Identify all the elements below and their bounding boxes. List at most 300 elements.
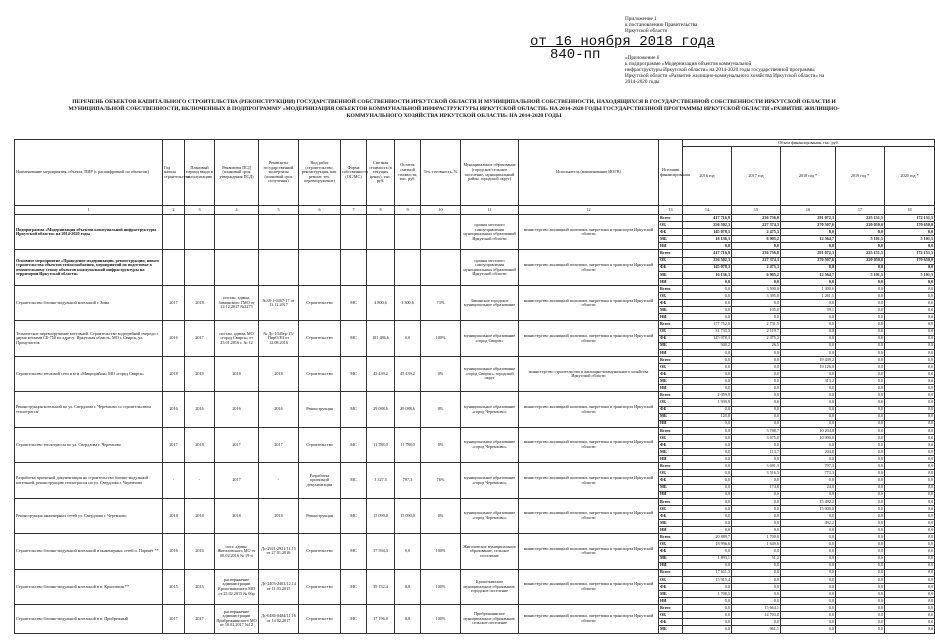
funding-amount: 0,0 [683, 243, 732, 250]
funding-amount: 220 050,0 [836, 257, 885, 264]
funding-amount: 0,0 [836, 307, 885, 314]
estimated-cost [367, 250, 395, 285]
column-number: 8 [367, 206, 395, 215]
funding-amount: 0,0 [836, 243, 885, 250]
funding-amount: 0,0 [683, 293, 732, 300]
psd-details: 2018 [215, 356, 259, 391]
funding-amount: 0,0 [781, 576, 836, 583]
funding-amount: 5 101,5 [885, 271, 935, 278]
ownership: МС [341, 498, 367, 533]
funding-amount: 0,0 [732, 491, 781, 498]
funding-amount: 0,0 [836, 371, 885, 378]
funding-amount: 0,0 [885, 356, 935, 363]
funding-amount: 236 756,0 [732, 250, 781, 257]
funding-source: МБ [659, 271, 683, 278]
header-cost: Сметная стоимость (в текущих ценах), тыс. руб. [367, 140, 395, 206]
funding-amount: 6 905,2 [732, 236, 781, 243]
funding-amount: 0,0 [781, 442, 836, 449]
commission-year: 2016 [185, 534, 215, 569]
executor: министерство жилищной политики, энергетики и транспорта Иркутской области [519, 605, 659, 633]
funding-amount: 0,0 [836, 427, 885, 434]
commission-year: 2017 [185, 605, 215, 633]
funding-amount: 0,0 [732, 300, 781, 307]
header-year: 2018 год * [781, 147, 836, 206]
estimated-cost: 4 800,6 [367, 285, 395, 320]
document-title [14, 99, 894, 120]
funding-amount: 0,0 [683, 505, 732, 512]
funding-amount: 120,0 [683, 413, 732, 420]
annex-line: к подпрограмме «Модернизация объектов коммунальной [625, 61, 752, 67]
ownership [341, 250, 367, 285]
funding-source: ОБ [659, 541, 683, 548]
funding-amount: 145 078,3 [683, 229, 732, 236]
work-type: Разработка проектной документации [299, 463, 341, 498]
funding-amount: 0,0 [885, 626, 935, 633]
funding-amount: 0,0 [781, 456, 836, 463]
funding-amount: 0,0 [885, 349, 935, 356]
object-name: Строительство блочно-модульной котельной в п. Прибрежный [15, 605, 163, 633]
funding-amount: 0,0 [885, 363, 935, 370]
object-name: Реконструкция инженерных сетей ул. Свердлова г. Черемхово [15, 498, 163, 533]
funding-amount: 0,0 [781, 612, 836, 619]
funding-source: Всего [659, 498, 683, 505]
funding-amount: 0,0 [683, 456, 732, 463]
funding-source: ФБ [659, 229, 683, 236]
municipality: органы местного самоуправления муниципальных образований Иркутской области [461, 250, 519, 285]
header-rest: Остаток сметной стоимости, тыс. руб. [395, 140, 421, 206]
funding-amount: 31 733,5 [683, 328, 732, 335]
funding-amount: 0,0 [683, 278, 732, 285]
object-name: Реконструкция котельной по ул. Свердлова г. Черемхово со строительством теплотрассы [15, 392, 163, 427]
header-readiness: Тех. готовность, % [421, 140, 461, 206]
funding-amount: 0,0 [885, 463, 935, 470]
header-start-year: Год начала строительства [163, 140, 185, 206]
executor: министерство жилищной политики, энергетики и транспорта Иркутской области [519, 427, 659, 462]
funding-amount: 0,0 [732, 442, 781, 449]
funding-amount: 0,0 [885, 456, 935, 463]
remaining-cost: 11 788,0 [395, 427, 421, 462]
funding-amount: 0,0 [885, 576, 935, 583]
funding-amount: 0,0 [781, 229, 836, 236]
funding-amount: 0,0 [781, 583, 836, 590]
funding-amount: 0,0 [885, 520, 935, 527]
funding-source: НИ [659, 314, 683, 321]
funding-amount: 113,7 [732, 449, 781, 456]
funding-amount: 0,0 [683, 385, 732, 392]
psd-details: 2017 [215, 427, 259, 462]
funding-amount: 270 507,6 [781, 222, 836, 229]
commission-year: 2016 [185, 392, 215, 427]
funding-source: ФБ [659, 442, 683, 449]
funding-amount: 0,0 [732, 356, 781, 363]
header-financing: Объем финансирования, тыс. руб. [683, 140, 935, 147]
object-name: Основное мероприятие «Проведение модернизации, реконструкции, нового строительства объектов теплоснабжения, мероприятий по подготовке к отопительному сезону объектов коммунальной инфраструктуры на территории Иркутской области» [15, 250, 163, 285]
column-number: 18 [885, 206, 935, 215]
funding-amount: 3 788,7 [732, 427, 781, 434]
funding-amount: 0,0 [885, 491, 935, 498]
funding-source: НИ [659, 278, 683, 285]
title-line: ПЕРЕЧЕНЬ ОБЪЕКТОВ КАПИТАЛЬНОГО СТРОИТЕЛЬСТВА (РЕКОНСТРУКЦИИ) ГОСУДАРСТВЕННОЙ СОБСТВЕННОСТИ ИРКУТСКОЙ ОБЛАСТИ И МУНИЦИПАЛЬНОЙ СОБСТВЕННОСТИ, НАХОДЯЩИХСЯ В ГОСУДАРСТВЕННОЙ СОБСТВЕННОСТИ ИРКУТСКОЙ ОБЛАСТИ И [72, 99, 836, 105]
column-number: 14 [683, 206, 732, 215]
funding-amount: 0,0 [683, 442, 732, 449]
executor: министерство жилищной политики, энергетики и транспорта Иркутской области [519, 534, 659, 569]
funding-amount: 105,0 [732, 307, 781, 314]
header-row [15, 140, 935, 147]
ownership: МС [341, 392, 367, 427]
funding-amount: 0,0 [732, 527, 781, 534]
funding-amount: 0,0 [836, 555, 885, 562]
funding-amount: 0,0 [781, 406, 836, 413]
funding-source: ОБ [659, 505, 683, 512]
funding-source: НИ [659, 456, 683, 463]
funding-amount: 0,0 [836, 278, 885, 285]
funding-amount: 0,0 [885, 434, 935, 441]
ownership: МС [341, 569, 367, 604]
funding-amount: 0,0 [732, 378, 781, 385]
funding-amount: 0,0 [885, 300, 935, 307]
funding-amount: 0,0 [732, 569, 781, 576]
work-type: Строительство [299, 285, 341, 320]
object-name: Строительство теплотрассы по ул. Свердлова г. Черемхово [15, 427, 163, 462]
funding-source: Всего [659, 427, 683, 434]
funding-amount: 1 939,9 [683, 399, 732, 406]
funding-source: ОБ [659, 363, 683, 370]
executor: министерство жилищной политики, энергетики и транспорта Иркутской области [519, 215, 659, 250]
table-row [15, 392, 935, 399]
readiness: 0% [421, 427, 461, 462]
object-name: Разработка проектной документации на строительство блочно-модульной котельной, реконструкцию теплотрассы по ул. Свердлова г. Черемхово [15, 463, 163, 498]
funding-amount: 19 439,2 [781, 356, 836, 363]
funding-amount: 0,0 [781, 399, 836, 406]
estimated-cost: 17 196,0 [367, 605, 395, 633]
start-year: 2017 [163, 605, 185, 633]
estimated-cost: 45 439,2 [367, 356, 395, 391]
readiness: 100% [421, 605, 461, 633]
funding-amount: 0,0 [885, 264, 935, 271]
column-number: 15 [732, 206, 781, 215]
estimated-cost: 15 090,0 [367, 498, 395, 533]
remaining-cost: 29 088,6 [395, 392, 421, 427]
funding-amount: 0,0 [683, 583, 732, 590]
funding-source: ФБ [659, 477, 683, 484]
psd-details: 2016 [215, 392, 259, 427]
funding-amount: 0,0 [836, 328, 885, 335]
funding-amount: 3 395,0 [732, 293, 781, 300]
funding-source: ОБ [659, 222, 683, 229]
object-name: Строительство блочно-модульной котельной в п. Кропоткин ** [15, 569, 163, 604]
readiness [421, 215, 461, 250]
funding-amount: 291 072,3 [781, 250, 836, 257]
work-type [299, 250, 341, 285]
approval-line: Приложение 1 [625, 16, 657, 22]
funding-amount: 0,0 [836, 534, 885, 541]
table-row [15, 463, 935, 470]
funding-amount: 24,0 [781, 484, 836, 491]
funding-amount: 1 893,1 [683, 555, 732, 562]
executor: министерство жилищной политики, энергетики и транспорта Иркутской области [519, 321, 659, 356]
funding-source: Всего [659, 569, 683, 576]
funding-amount: 0,0 [683, 349, 732, 356]
funding-source: НИ [659, 243, 683, 250]
readiness: 73% [421, 285, 461, 320]
funding-amount: 313,2 [781, 378, 836, 385]
funding-amount: 0,0 [732, 278, 781, 285]
psd-details [215, 250, 259, 285]
start-year [163, 250, 185, 285]
readiness: 100% [421, 321, 461, 356]
funding-amount: 0,0 [781, 491, 836, 498]
funding-amount: 12 564,7 [781, 236, 836, 243]
funding-source: НИ [659, 420, 683, 427]
funding-source: ФБ [659, 335, 683, 342]
start-year: 2017 [163, 285, 185, 320]
funding-amount: 417 716,9 [683, 250, 732, 257]
funding-amount: 172 151,5 [885, 215, 935, 222]
funding-amount: 0,0 [781, 527, 836, 534]
funding-amount: 0,0 [885, 442, 935, 449]
funding-amount: 17 611,3 [683, 569, 732, 576]
funding-amount: 0,0 [836, 583, 885, 590]
funding-amount: 3 675,0 [732, 434, 781, 441]
funding-amount: 0,0 [732, 598, 781, 605]
funding-amount: 0,0 [885, 293, 935, 300]
table-row [15, 250, 935, 257]
column-number: 6 [299, 206, 341, 215]
title-line: МУНИЦИПАЛЬНОЙ СОБСТВЕННОСТИ, ВКЛЮЧЕННЫХ В ПОДПРОГРАММУ «МОДЕРНИЗАЦИЯ ОБЪЕКТОВ КОММУНАЛЬНОЙ ИНФРАСТРУКТУРЫ ИРКУТСКОЙ ОБЛАСТИ» НА 2014-2020 ГОДЫ ГОСУДАРСТВЕННОЙ ПРОГРАММЫ ИРКУТСКОЙ ОБЛАСТИ «РАЗВИТИЕ ЖИЛИЩНО- [68, 106, 840, 112]
funding-amount: 0,0 [683, 619, 732, 626]
header-commission: Плановый период ввода в эксплуатацию [185, 140, 215, 206]
funding-amount: 0,0 [732, 520, 781, 527]
work-type [299, 215, 341, 250]
funding-amount: 0,0 [732, 456, 781, 463]
ownership: МС [341, 356, 367, 391]
psd-details: пост. админ. Жигаловского МО от 08.02.2016 № 19-п [215, 534, 259, 569]
approval-line: к постановлению Правительства [625, 22, 698, 28]
municipality: муниципальное образование «город Свирск» [461, 321, 519, 356]
funding-amount: 1 708,5 [683, 590, 732, 597]
funding-amount: 0,0 [885, 406, 935, 413]
funding-amount: 0,0 [732, 548, 781, 555]
funding-amount: 0,0 [683, 300, 732, 307]
start-year: 2018 [163, 498, 185, 533]
funding-amount: 1 700,8 [732, 534, 781, 541]
object-name: Строительство блочно-модульной котельной и инженерных сетей п. Паренёт ** [15, 534, 163, 569]
funding-amount: 0,0 [885, 243, 935, 250]
header-year: 2016 год [683, 147, 732, 206]
funding-amount: 0,0 [683, 463, 732, 470]
executor: министерство жилищной политики, энергетики и транспорта Иркутской области [519, 463, 659, 498]
expertise-details: 2018 [259, 498, 299, 533]
funding-amount: 0,0 [885, 378, 935, 385]
funding-source: МБ [659, 590, 683, 597]
funding-amount: 0,0 [836, 491, 885, 498]
column-number: 16 [781, 206, 836, 215]
expertise-details: 2018 [259, 356, 299, 391]
funding-amount: 0,0 [836, 520, 885, 527]
funding-amount: 0,0 [836, 505, 885, 512]
remaining-cost: 45 439,2 [395, 356, 421, 391]
municipality: муниципальное образование «город Свирск», городской округ [461, 356, 519, 391]
funding-amount: 0,0 [836, 335, 885, 342]
funding-amount: 0,0 [683, 498, 732, 505]
approval-line: Иркутской области [625, 28, 668, 34]
funding-amount: 0,0 [885, 449, 935, 456]
column-number: 4 [215, 206, 259, 215]
funding-amount: 0,0 [732, 349, 781, 356]
executor: министерство строительства и жилищно-коммунального хозяйства Иркутской области [519, 356, 659, 391]
funding-amount: 0,0 [683, 527, 732, 534]
funding-amount: 220 050,0 [836, 222, 885, 229]
objects-table-wrapper [14, 139, 934, 634]
remaining-cost [395, 215, 421, 250]
funding-amount: 0,0 [683, 512, 732, 519]
table-row [15, 427, 935, 434]
expertise-details [259, 215, 299, 250]
funding-amount: 51,2 [732, 555, 781, 562]
funding-amount: 1 261,5 [781, 293, 836, 300]
funding-amount: 16 136,3 [683, 236, 732, 243]
funding-amount: 0,0 [836, 548, 885, 555]
funding-source: ОБ [659, 576, 683, 583]
header-executor: Исполнитель (наименование ИОГВ) [519, 140, 659, 206]
funding-amount: 0,0 [683, 484, 732, 491]
funding-amount: 0,0 [836, 512, 885, 519]
funding-amount: 0,0 [885, 484, 935, 491]
funding-amount: 0,0 [732, 583, 781, 590]
readiness [421, 250, 461, 285]
remaining-cost: 0,0 [395, 321, 421, 356]
remaining-cost: 0,0 [395, 534, 421, 569]
executor: министерство жилищной политики, энергетики и транспорта Иркутской области [519, 569, 659, 604]
funding-amount: 0,0 [885, 413, 935, 420]
funding-amount: 0,0 [885, 335, 935, 342]
funding-source: ОБ [659, 328, 683, 335]
funding-amount: 0,0 [836, 413, 885, 420]
funding-amount: 492,2 [781, 520, 836, 527]
funding-amount: 0,0 [683, 314, 732, 321]
funding-amount: 3 500,0 [732, 285, 781, 292]
readiness: 0% [421, 356, 461, 391]
funding-amount: 0,0 [683, 434, 732, 441]
funding-amount: 0,0 [836, 484, 885, 491]
funding-amount: 2 731,5 [732, 321, 781, 328]
funding-source: ФБ [659, 583, 683, 590]
funding-amount: 0,0 [885, 285, 935, 292]
funding-amount: 0,0 [683, 612, 732, 619]
funding-source: ФБ [659, 264, 683, 271]
funding-amount: 0,0 [836, 619, 885, 626]
funding-amount: 0,0 [781, 598, 836, 605]
funding-amount: 0,0 [836, 392, 885, 399]
funding-amount: 0,0 [732, 498, 781, 505]
funding-amount: 0,0 [836, 470, 885, 477]
funding-amount: 0,0 [781, 590, 836, 597]
funding-amount: 0,0 [781, 569, 836, 576]
funding-amount: 172 151,5 [885, 250, 935, 257]
funding-amount: 0,0 [732, 576, 781, 583]
funding-amount: 3 516,5 [732, 470, 781, 477]
table-row [15, 356, 935, 363]
commission-year: - [185, 463, 215, 498]
funding-source: Всего [659, 605, 683, 612]
funding-amount: 10 204,8 [781, 427, 836, 434]
funding-amount: 0,0 [732, 385, 781, 392]
column-number: 11 [461, 206, 519, 215]
funding-amount: 0,0 [885, 427, 935, 434]
funding-amount: 0,0 [885, 342, 935, 349]
funding-amount: 0,0 [836, 264, 885, 271]
funding-amount: 0,0 [683, 406, 732, 413]
funding-amount: 0,0 [885, 534, 935, 541]
funding-source: ФБ [659, 548, 683, 555]
funding-source: ФБ [659, 512, 683, 519]
funding-amount: 256 502,3 [683, 257, 732, 264]
municipality: муниципальное образование «город Черемхово» [461, 427, 519, 462]
funding-amount: 0,0 [732, 243, 781, 250]
object-name: Строительство тепловой сети в м-н «Микрорайон» МО «город Свирск» [15, 356, 163, 391]
funding-amount: 0,0 [683, 356, 732, 363]
funding-amount: 0,0 [885, 321, 935, 328]
funding-amount: 2 119,7 [732, 328, 781, 335]
funding-source: Всего [659, 321, 683, 328]
funding-source: ОБ [659, 399, 683, 406]
funding-amount: 0,0 [885, 590, 935, 597]
column-number: 17 [836, 206, 885, 215]
start-year: - [163, 463, 185, 498]
funding-amount: 0,0 [885, 512, 935, 519]
work-type: Строительство [299, 569, 341, 604]
work-type: Реконструкция [299, 392, 341, 427]
funding-source: Всего [659, 534, 683, 541]
annex-line: Иркутской области «Развитие жилищно-коммунального хозяйства Иркутской области» на [625, 73, 825, 79]
funding-amount: 145 078,3 [683, 335, 732, 342]
funding-amount: 0,0 [781, 420, 836, 427]
expertise-details [259, 250, 299, 285]
funding-amount: 0,0 [836, 612, 885, 619]
funding-amount: 0,0 [836, 562, 885, 569]
funding-amount: 940,2 [683, 342, 732, 349]
funding-source: МБ [659, 236, 683, 243]
funding-amount: 236 756,0 [732, 215, 781, 222]
funding-amount: 0,0 [732, 392, 781, 399]
funding-amount: 204,8 [781, 449, 836, 456]
funding-amount: 291 072,3 [781, 215, 836, 222]
funding-amount: 145 078,3 [683, 264, 732, 271]
column-number: 10 [421, 206, 461, 215]
expertise-details: Дс-2403-2403/12.14 от 11.03.2015 [259, 569, 299, 604]
header-year: 2020 год * [885, 147, 935, 206]
funding-source: НИ [659, 491, 683, 498]
remaining-cost: 15 090,0 [395, 498, 421, 533]
estimated-cost: 37 594,3 [367, 534, 395, 569]
funding-amount: 0,0 [781, 534, 836, 541]
funding-amount: 0,0 [885, 328, 935, 335]
object-name: Техническое перевооружение котельной. Строительство водогрейной очереди с двумя котлами СБ-750 по адресу: Иркутская область, МО г. Свирск, ул. Промучасток [15, 321, 163, 356]
funding-source: МБ [659, 484, 683, 491]
funding-source: НИ [659, 349, 683, 356]
funding-amount: 0,0 [836, 300, 885, 307]
remaining-cost: 797,3 [395, 463, 421, 498]
funding-amount: 0,0 [885, 399, 935, 406]
funding-amount: 961,1 [732, 626, 781, 633]
funding-amount: 0,0 [836, 576, 885, 583]
readiness: 0% [421, 392, 461, 427]
header-year: 2017 год [732, 147, 781, 206]
column-number: 13 [659, 206, 683, 215]
commission-year [185, 250, 215, 285]
funding-amount: 0,0 [836, 598, 885, 605]
funding-amount: 256 502,3 [683, 222, 732, 229]
